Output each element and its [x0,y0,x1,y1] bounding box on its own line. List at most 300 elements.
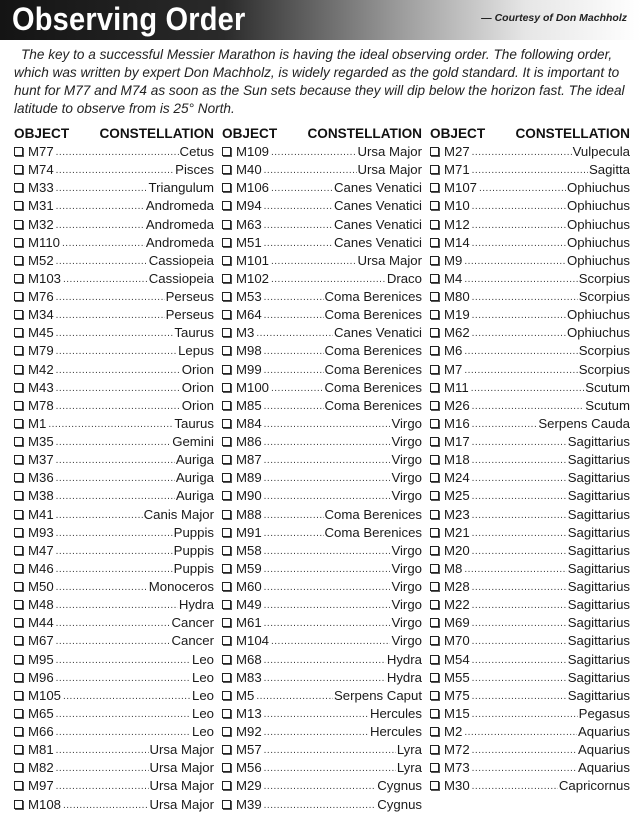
checkbox-icon[interactable] [14,673,23,682]
list-item [430,506,630,524]
object-id: M20 [444,542,470,558]
list-item [14,632,214,650]
list-item [430,687,630,705]
constellation-name: Puppis [173,542,214,558]
checkbox-icon[interactable] [430,709,439,718]
list-item [14,796,214,814]
checkbox-icon[interactable] [14,238,23,247]
list-item [430,578,630,596]
constellation-name: Sagittarius [567,669,630,685]
checkbox-icon[interactable] [14,491,23,500]
checkbox-icon[interactable] [14,365,23,374]
object-id: M4 [444,270,463,286]
list-item [430,560,630,578]
object-id: M13 [236,705,262,721]
object-id: M98 [236,343,262,359]
list-item [222,796,422,814]
checkbox-icon[interactable] [430,691,439,700]
constellation-name: Cygnus [377,778,422,794]
dot-leader [56,652,191,670]
object-id: M105 [28,687,61,703]
object-id: M95 [28,651,54,667]
checkbox-icon[interactable] [222,274,231,283]
checkbox-icon[interactable] [430,437,439,446]
constellation-name: Ursa Major [357,144,422,159]
checkbox-icon[interactable] [14,781,23,790]
column-1-rows [14,143,214,814]
checkbox-icon[interactable] [222,510,231,519]
checkbox-icon[interactable] [430,763,439,772]
checkbox-icon[interactable] [222,201,231,210]
checkbox-icon[interactable] [430,419,439,428]
object-id: M72 [444,742,470,758]
dot-leader [264,652,386,670]
dot-leader [472,198,566,216]
object-id: M16 [444,415,470,431]
checkbox-icon[interactable] [222,600,231,609]
checkbox-icon[interactable] [14,346,23,355]
constellation-name: Coma Berenices [324,506,422,522]
checkbox-icon[interactable] [430,655,439,664]
constellation-name: Ophiuchus [566,180,630,196]
list-item [14,669,214,687]
object-id: M45 [28,325,54,341]
constellation-name: Canes Venatici [334,325,422,341]
object-id: M80 [444,289,470,304]
checkbox-icon[interactable] [430,147,439,156]
constellation-name: Ophiuchus [566,307,630,323]
dot-leader [56,380,181,398]
constellation-name: Orion [181,379,214,395]
object-id: M2 [444,724,463,739]
list-item [222,451,422,469]
dot-leader [264,398,324,416]
checkbox-icon[interactable] [430,528,439,537]
checkbox-icon[interactable] [222,673,231,682]
checkbox-icon[interactable] [222,800,231,809]
object-id: M87 [236,452,262,468]
checkbox-icon[interactable] [14,473,23,482]
checkbox-icon[interactable] [14,147,23,156]
checkbox-icon[interactable] [430,727,439,736]
constellation-name: Virgo [391,415,422,431]
dot-leader [472,470,567,488]
checkbox-icon[interactable] [222,582,231,591]
list-item [222,324,422,342]
object-id: M6 [444,343,463,359]
list-item [430,542,630,560]
checkbox-icon[interactable] [430,310,439,319]
checkbox-icon[interactable] [14,800,23,809]
dot-leader [264,434,391,452]
list-item [222,687,422,705]
object-id: M89 [236,470,262,486]
list-item [14,161,214,179]
checkbox-icon[interactable] [14,709,23,718]
list-item [14,560,214,578]
dot-leader [479,180,566,198]
dot-leader [271,253,357,271]
checkbox-icon[interactable] [14,292,23,301]
dot-leader [271,380,324,398]
checkbox-icon[interactable] [14,546,23,555]
object-id: M41 [28,506,54,522]
checkbox-icon[interactable] [222,709,231,718]
object-id: M86 [236,434,262,449]
checkbox-icon[interactable] [222,437,231,446]
checkbox-icon[interactable] [430,546,439,555]
checkbox-icon[interactable] [222,165,231,174]
dot-leader [472,525,567,543]
checkbox-icon[interactable] [222,528,231,537]
object-id: M56 [236,760,262,776]
checkbox-icon[interactable] [14,401,23,410]
checkbox-icon[interactable] [430,745,439,754]
list-item [14,415,214,433]
checkbox-icon[interactable] [222,346,231,355]
constellation-name: Scorpius [578,361,630,377]
object-id: M21 [444,524,470,540]
dot-leader [56,488,175,506]
dot-leader [264,561,391,579]
checkbox-icon[interactable] [14,745,23,754]
list-item [14,687,214,705]
checkbox-icon[interactable] [14,183,23,192]
object-id: M3 [236,325,255,341]
object-id: M96 [28,669,54,685]
checkbox-icon[interactable] [430,455,439,464]
checkbox-icon[interactable] [14,455,23,464]
constellation-name: Sagittarius [567,470,630,486]
checkbox-icon[interactable] [222,618,231,627]
dot-leader [56,144,179,162]
dot-leader [264,742,396,760]
list-item [430,669,630,687]
checkbox-icon[interactable] [222,365,231,374]
dot-leader [264,724,369,742]
dot-leader [472,162,588,180]
constellation-name: Hercules [369,705,422,721]
object-id: M24 [444,470,470,486]
checkbox-icon[interactable] [222,636,231,645]
list-item [14,741,214,759]
dot-leader [56,760,149,778]
constellation-name: Canes Venatici [334,180,422,196]
checkbox-icon[interactable] [430,636,439,645]
dot-leader [472,235,566,253]
checkbox-icon[interactable] [14,419,23,428]
constellation-name: Scutum [585,397,630,413]
object-id: M85 [236,397,262,413]
list-item [14,524,214,542]
dot-leader [472,398,585,416]
dot-leader [264,235,333,253]
dot-leader [472,452,567,470]
checkbox-icon[interactable] [14,383,23,392]
object-id: M58 [236,542,262,558]
constellation-name: Coma Berenices [324,289,422,304]
checkbox-icon[interactable] [14,636,23,645]
dot-leader [472,144,572,162]
checkbox-icon[interactable] [14,582,23,591]
dot-leader [48,416,173,434]
constellation-name: Leo [191,669,214,685]
checkbox-icon[interactable] [222,491,231,500]
dot-leader [56,398,181,416]
list-item [222,379,422,397]
checkbox-icon[interactable] [222,455,231,464]
object-id: M74 [28,162,54,178]
checkbox-icon[interactable] [430,491,439,500]
checkbox-icon[interactable] [222,745,231,754]
constellation-name: Leo [191,724,214,739]
constellation-name: Hercules [369,724,422,739]
object-id: M14 [444,234,470,250]
checkbox-icon[interactable] [222,238,231,247]
list-item [14,451,214,469]
constellation-header: CONSTELLATION [99,126,214,141]
constellation-header: CONSTELLATION [515,126,630,141]
list-item [14,705,214,723]
checkbox-icon[interactable] [14,256,23,265]
constellation-name: Perseus [165,307,214,323]
dot-leader [264,198,333,216]
list-item [14,288,214,306]
dot-leader [264,597,391,615]
checkbox-icon[interactable] [14,165,23,174]
checkbox-icon[interactable] [430,582,439,591]
object-id: M77 [28,144,54,159]
checkbox-icon[interactable] [430,365,439,374]
constellation-name: Taurus [174,415,214,431]
list-item [222,759,422,777]
checkbox-icon[interactable] [430,256,439,265]
list-item [430,252,630,270]
list-item [222,578,422,596]
list-item [14,379,214,397]
dot-leader [56,180,148,198]
list-item [430,614,630,632]
checkbox-icon[interactable] [14,691,23,700]
column-2 [222,124,422,814]
constellation-name: Andromeda [145,198,214,214]
object-id: M103 [28,270,61,286]
checkbox-icon[interactable] [14,763,23,772]
checkbox-icon[interactable] [222,781,231,790]
object-id: M93 [28,524,54,540]
checkbox-icon[interactable] [222,256,231,265]
checkbox-icon[interactable] [430,183,439,192]
checkbox-icon[interactable] [14,510,23,519]
dot-leader [56,543,173,561]
checkbox-icon[interactable] [430,165,439,174]
checkbox-icon[interactable] [430,292,439,301]
checkbox-icon[interactable] [430,473,439,482]
dot-leader [256,325,333,343]
constellation-name: Sagittarius [567,687,630,703]
dot-leader [472,325,566,343]
constellation-name: Aquarius [577,760,630,776]
list-item [222,161,422,179]
constellation-name: Sagittarius [567,488,630,504]
object-id: M62 [444,325,470,341]
checkbox-icon[interactable] [222,763,231,772]
checkbox-icon[interactable] [14,328,23,337]
constellation-name: Gemini [172,434,214,449]
checkbox-icon[interactable] [430,781,439,790]
list-item [14,143,214,161]
dot-leader [56,579,148,597]
constellation-name: Aquarius [577,724,630,739]
object-id: M47 [28,542,54,558]
checkbox-icon[interactable] [222,546,231,555]
object-id: M29 [236,778,262,794]
dot-leader [472,633,567,651]
checkbox-icon[interactable] [222,310,231,319]
object-id: M18 [444,452,470,468]
checkbox-icon[interactable] [14,564,23,573]
object-id: M106 [236,180,269,196]
object-id: M76 [28,289,54,304]
list-item [14,578,214,596]
constellation-name: Cancer [171,633,214,649]
dot-leader [63,271,148,289]
dot-leader [472,742,577,760]
checkbox-icon[interactable] [430,274,439,283]
checkbox-icon[interactable] [222,220,231,229]
object-id: M84 [236,415,262,431]
object-id: M73 [444,760,470,776]
dot-leader [264,307,324,325]
checkbox-icon[interactable] [222,147,231,156]
checkbox-icon[interactable] [430,564,439,573]
object-id: M10 [444,198,470,214]
constellation-name: Ophiuchus [566,252,630,268]
list-item [222,179,422,197]
checkbox-icon[interactable] [222,292,231,301]
dot-leader [56,633,171,651]
dot-leader [256,688,333,706]
object-id: M70 [444,633,470,649]
checkbox-icon[interactable] [222,727,231,736]
checkbox-icon[interactable] [222,419,231,428]
list-item [14,306,214,324]
checkbox-icon[interactable] [430,328,439,337]
constellation-name: Coma Berenices [324,343,422,359]
constellation-name: Virgo [391,434,422,449]
list-item [222,560,422,578]
checkbox-icon[interactable] [430,201,439,210]
constellation-name: Ursa Major [149,778,214,794]
checkbox-icon[interactable] [222,183,231,192]
constellation-name: Capricornus [558,778,630,794]
column-header [14,124,214,143]
checkbox-icon[interactable] [14,220,23,229]
checkbox-icon[interactable] [14,618,23,627]
object-id: M48 [28,597,54,613]
constellation-name: Virgo [391,470,422,486]
checkbox-icon[interactable] [14,437,23,446]
list-item [222,651,422,669]
dot-leader [264,362,324,380]
object-id: M92 [236,724,262,739]
checkbox-icon[interactable] [222,473,231,482]
checkbox-icon[interactable] [14,274,23,283]
constellation-name: Sagittarius [567,597,630,613]
checkbox-icon[interactable] [14,727,23,736]
checkbox-icon[interactable] [222,564,231,573]
checkbox-icon[interactable] [430,673,439,682]
list-item [430,179,630,197]
checkbox-icon[interactable] [430,600,439,609]
object-id: M75 [444,687,470,703]
dot-leader [62,235,145,253]
checkbox-icon[interactable] [222,691,231,700]
checkbox-icon[interactable] [222,383,231,392]
list-item [430,741,630,759]
checkbox-icon[interactable] [430,618,439,627]
list-item [14,542,214,560]
object-id: M107 [444,180,477,196]
checkbox-icon[interactable] [430,346,439,355]
checkbox-icon[interactable] [430,220,439,229]
dot-leader [264,670,386,688]
constellation-name: Hydra [386,669,422,685]
checkbox-icon[interactable] [222,328,231,337]
checkbox-icon[interactable] [222,655,231,664]
list-item [430,361,630,379]
dot-leader [464,561,566,579]
constellation-name: Ophiuchus [566,216,630,232]
list-item [222,197,422,215]
list-item [222,361,422,379]
object-id: M28 [444,579,470,594]
dot-leader [264,778,377,796]
constellation-name: Lyra [396,742,422,758]
checkbox-icon[interactable] [430,510,439,519]
object-id: M63 [236,216,262,232]
checkbox-icon[interactable] [14,600,23,609]
object-id: M101 [236,252,269,268]
list-item [430,306,630,324]
constellation-name: Canes Venatici [334,198,422,214]
dot-leader [56,343,177,361]
object-header: OBJECT [14,126,70,141]
checkbox-icon[interactable] [430,238,439,247]
list-item [222,777,422,795]
checkbox-icon[interactable] [14,201,23,210]
checkbox-icon[interactable] [14,655,23,664]
list-item [430,216,630,234]
checkbox-icon[interactable] [430,401,439,410]
dot-leader [264,289,324,307]
object-id: M65 [28,705,54,721]
object-id: M26 [444,397,470,413]
checkbox-icon[interactable] [14,310,23,319]
column-header [222,124,422,143]
checkbox-icon[interactable] [430,383,439,392]
dot-leader [264,706,369,724]
dot-leader [472,307,566,325]
page-title: Observing Order [12,2,246,38]
checkbox-icon[interactable] [14,528,23,537]
list-item [430,759,630,777]
constellation-name: Leo [191,687,214,703]
checkbox-icon[interactable] [222,401,231,410]
object-id: M64 [236,307,262,323]
constellation-name: Orion [181,397,214,413]
dot-leader [56,217,145,235]
